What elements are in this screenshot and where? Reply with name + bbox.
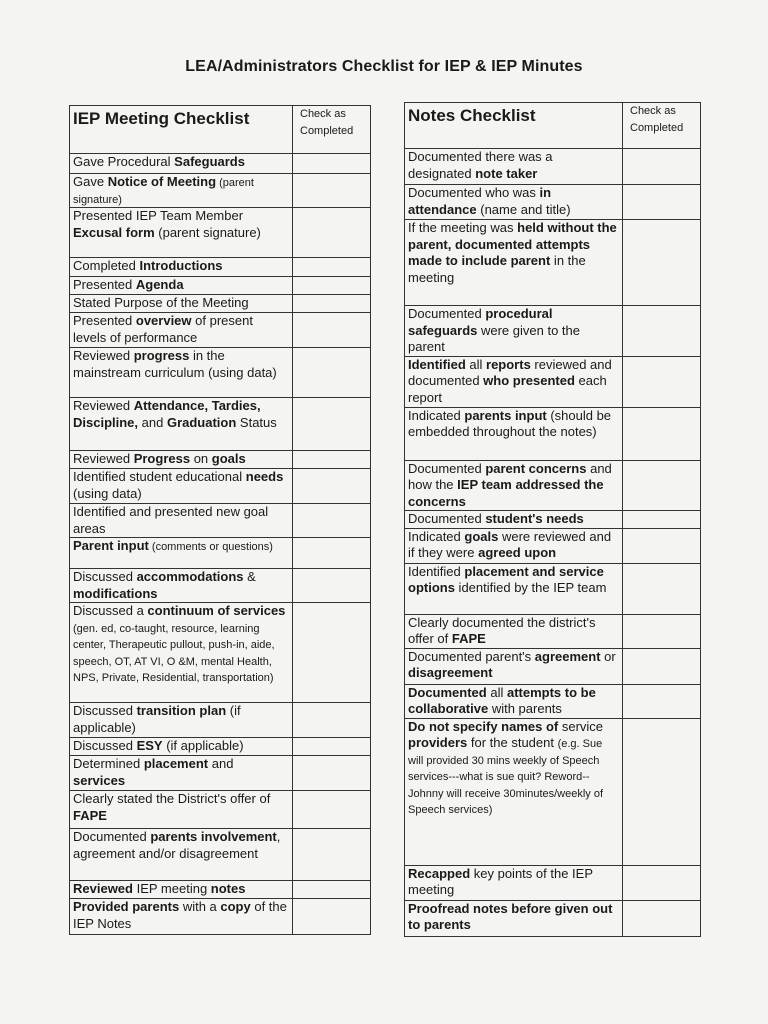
checklist-row: [405, 185, 701, 220]
check-column-header: [293, 106, 371, 154]
item-text: and: [138, 414, 167, 430]
item-text: Reviewed: [73, 451, 134, 466]
item-text: and how the: [408, 460, 612, 492]
bold-text: Notice of Meeting: [107, 174, 217, 189]
item-text: (if applicable): [73, 703, 241, 735]
completed-checkbox-cell[interactable]: [293, 829, 371, 881]
completed-checkbox-cell[interactable]: [623, 684, 701, 718]
checklist-row: [405, 356, 701, 407]
bold-text: placement: [143, 756, 209, 771]
checklist-row: [405, 563, 701, 614]
checklist-row: [405, 648, 701, 684]
completed-checkbox-cell[interactable]: [293, 451, 371, 469]
checklist-row: [405, 614, 701, 648]
checklist-item-text: [70, 398, 293, 451]
checklist-row: [70, 603, 371, 703]
completed-checkbox-cell[interactable]: [293, 469, 371, 504]
bold-text: continuum of services: [147, 603, 286, 618]
iep-meeting-checklist-header: [70, 106, 293, 154]
bold-text: note taker: [475, 165, 538, 181]
small-text: (parent signature): [73, 177, 254, 206]
checklist-row: [70, 451, 371, 469]
item-text: (using data): [73, 485, 142, 501]
item-text: IEP meeting: [132, 881, 211, 896]
item-text: identified by the IEP team: [454, 580, 607, 595]
checklist-row: [70, 277, 371, 295]
item-text: Documented who was: [408, 185, 540, 200]
bold-text: notes: [210, 881, 246, 896]
check-header-line-1: Check as: [300, 108, 346, 120]
item-text: Documented: [408, 511, 486, 526]
checklist-row: [70, 538, 371, 569]
bold-text: providers: [408, 735, 468, 750]
checklist-row: [405, 306, 701, 357]
completed-checkbox-cell[interactable]: [293, 295, 371, 313]
checklist-row: [70, 469, 371, 504]
item-text: for the student: [467, 735, 558, 750]
item-text: Presented IEP Team Member: [73, 208, 244, 223]
item-text: key points of the IEP meeting: [408, 865, 593, 897]
item-text: Indicated: [408, 528, 465, 544]
bold-text: progress: [133, 348, 190, 363]
item-text: were given to the parent: [408, 322, 580, 354]
bold-text: Provided parents: [73, 899, 180, 914]
completed-checkbox-cell[interactable]: [623, 528, 701, 563]
completed-checkbox-cell[interactable]: [293, 899, 371, 935]
checklist-item-text: [70, 277, 293, 295]
checklist-row: [70, 738, 371, 756]
item-text: Documented: [408, 460, 486, 476]
checklist-item-text: [405, 614, 623, 648]
item-text: service: [558, 718, 604, 734]
item-text: reviewed and documented: [408, 356, 612, 388]
checklist-item-text: [405, 407, 623, 460]
completed-checkbox-cell[interactable]: [293, 398, 371, 451]
item-text: Status: [236, 414, 277, 430]
bold-text: ESY: [136, 738, 163, 753]
checklist-row: [70, 174, 371, 208]
bold-text: agreement: [534, 648, 601, 664]
bold-text: FAPE: [451, 631, 486, 646]
completed-checkbox-cell[interactable]: [623, 614, 701, 648]
checklist-item-text: [70, 569, 293, 603]
item-text: Discussed a: [73, 603, 148, 618]
completed-checkbox-cell[interactable]: [293, 791, 371, 829]
checklist-item-text: [405, 460, 623, 511]
item-text: Presented: [73, 313, 136, 328]
checklist-item-text: [405, 220, 623, 306]
item-text: (should be embedded throughout the notes): [408, 407, 612, 439]
item-text: were reviewed and if they were: [408, 528, 612, 560]
item-text: of the IEP Notes: [73, 899, 287, 931]
checklist-row: [70, 881, 371, 899]
bold-text: held without the parent, documented attempts made to include parent: [408, 220, 617, 268]
completed-checkbox-cell[interactable]: [623, 407, 701, 460]
item-text: Reviewed: [73, 398, 134, 413]
item-text: Clearly documented the district's offer of: [408, 614, 596, 646]
check-column-header: [623, 103, 701, 149]
item-text: all: [465, 356, 487, 372]
completed-checkbox-cell[interactable]: [293, 569, 371, 603]
checklist-row: [405, 149, 701, 185]
checklist-item-text: [70, 881, 293, 899]
checklist-item-text: [70, 154, 293, 174]
completed-checkbox-cell[interactable]: [293, 313, 371, 348]
completed-checkbox-cell[interactable]: [623, 220, 701, 306]
check-header-line-2: Completed: [630, 122, 684, 134]
completed-checkbox-cell[interactable]: [623, 900, 701, 936]
completed-checkbox-cell[interactable]: [293, 348, 371, 398]
checklist-row: [405, 220, 701, 306]
bold-text: attempts to be collaborative: [408, 684, 596, 716]
completed-checkbox-cell[interactable]: [623, 356, 701, 407]
completed-checkbox-cell[interactable]: [623, 718, 701, 865]
iep-meeting-checklist-rows: [70, 154, 371, 935]
bold-text: Attendance, Tardies, Discipline,: [73, 398, 261, 430]
completed-checkbox-cell[interactable]: [293, 738, 371, 756]
checklist-row: [70, 154, 371, 174]
bold-text: Graduation: [166, 414, 237, 430]
bold-text: agreed upon: [478, 545, 557, 560]
completed-checkbox-cell[interactable]: [293, 756, 371, 791]
bold-text: copy: [220, 899, 251, 914]
bold-text: Parent input: [73, 538, 149, 553]
item-text: Indicated: [408, 407, 465, 423]
completed-checkbox-cell[interactable]: [293, 703, 371, 738]
bold-text: Documented: [408, 684, 487, 700]
bold-text: Excusal form: [73, 224, 155, 240]
checklist-item-text: [405, 511, 623, 529]
completed-checkbox-cell[interactable]: [293, 277, 371, 295]
item-text: and: [208, 756, 234, 771]
completed-checkbox-cell[interactable]: [623, 149, 701, 185]
checklist-row: [405, 865, 701, 900]
item-text: Gave Procedural: [73, 154, 175, 169]
bold-text: accommodations: [136, 569, 244, 584]
checklist-row: [405, 900, 701, 936]
checklist-item-text: [405, 185, 623, 220]
check-header-line-1: Check as: [630, 105, 676, 117]
checklist-item-text: [405, 684, 623, 718]
small-text: (comments or questions): [148, 541, 273, 553]
bold-text: Reviewed: [73, 881, 133, 896]
checklist-item-text: [70, 258, 293, 277]
completed-checkbox-cell[interactable]: [623, 306, 701, 357]
item-text: Discussed: [73, 738, 137, 753]
bold-text: Proofread notes before given out to parents: [408, 900, 613, 932]
checklist-item-text: [405, 900, 623, 936]
bold-text: goals: [211, 451, 246, 466]
item-text: of present levels of performance: [73, 313, 253, 345]
checklist-row: [70, 504, 371, 538]
completed-checkbox-cell[interactable]: [293, 258, 371, 277]
bold-text: student's needs: [485, 511, 584, 526]
checklist-row: [70, 258, 371, 277]
checklist-row: [405, 684, 701, 718]
bold-text: Recapped: [408, 865, 471, 881]
item-text: Documented parent's: [408, 648, 535, 664]
checklist-row: [70, 569, 371, 603]
page-title: LEA/Administrators Checklist for IEP & IEP Minutes: [185, 58, 583, 75]
bold-text: Do not specify names of: [408, 718, 559, 734]
bold-text: reports: [486, 356, 531, 372]
bold-text: Safeguards: [174, 154, 245, 169]
completed-checkbox-cell[interactable]: [293, 881, 371, 899]
completed-checkbox-cell[interactable]: [623, 460, 701, 511]
item-text: Documented there was a designated: [408, 149, 553, 181]
completed-checkbox-cell[interactable]: [623, 865, 701, 900]
checklist-item-text: [70, 451, 293, 469]
checklist-item-text: [70, 469, 293, 504]
bold-text: parents input: [464, 407, 547, 423]
completed-checkbox-cell[interactable]: [293, 208, 371, 258]
item-text: Gave: [73, 174, 108, 189]
checklist-item-text: [405, 718, 623, 865]
bold-text: goals: [464, 528, 499, 544]
checklist-row: [70, 398, 371, 451]
checklist-item-text: [405, 563, 623, 614]
item-text: or: [600, 648, 616, 664]
checklist-row: [70, 295, 371, 313]
checklist-row: [70, 899, 371, 935]
bold-text: Agenda: [135, 277, 184, 292]
checklist-row: [405, 528, 701, 563]
checklist-row: [405, 460, 701, 511]
check-header-line-2: Completed: [300, 125, 354, 137]
bold-text: procedural safeguards: [408, 306, 553, 338]
bold-text: services: [73, 772, 126, 788]
bold-text: parent concerns: [485, 460, 587, 476]
checklist-item-text: [405, 865, 623, 900]
checklist-item-text: [70, 538, 293, 569]
checklist-row: [70, 348, 371, 398]
completed-checkbox-cell[interactable]: [293, 174, 371, 208]
bold-text: transition plan: [136, 703, 227, 718]
item-text: (if applicable): [162, 738, 244, 753]
notes-checklist-title: Notes Checklist: [408, 106, 536, 125]
small-text: (e.g. Sue will provided 30 mins weekly of Speech services---what is sue quit? Reword--Johnny will receive 30minutes/weekly of Speech services): [408, 738, 604, 816]
item-text: Identified: [408, 563, 465, 579]
item-text: each report: [408, 373, 607, 405]
checklist-item-text: [70, 899, 293, 935]
completed-checkbox-cell[interactable]: [623, 563, 701, 614]
item-text: Discussed: [73, 569, 137, 584]
item-text: Identified student educational: [73, 469, 246, 484]
checklist-item-text: [70, 174, 293, 208]
checklist-row: [70, 756, 371, 791]
item-text: Completed: [73, 258, 140, 273]
checklist-item-text: [70, 738, 293, 756]
item-text: all: [486, 684, 507, 700]
checklist-item-text: [405, 306, 623, 357]
checklist-item-text: [70, 703, 293, 738]
item-text: Discussed: [73, 703, 137, 718]
item-text: with a: [179, 899, 221, 914]
item-text: in the meeting: [408, 253, 586, 285]
item-text: &: [243, 569, 256, 584]
checklist-item-text: [70, 313, 293, 348]
checklist-row: [70, 703, 371, 738]
item-text: If the meeting was: [408, 220, 518, 235]
bold-text: disagreement: [408, 665, 493, 680]
item-text: in the mainstream curriculum (using data): [73, 348, 277, 380]
checklist-item-text: [70, 756, 293, 791]
checklist-item-text: [70, 295, 293, 313]
bold-text: parents involvement: [150, 829, 277, 844]
bold-text: placement and service options: [408, 563, 604, 595]
checklist-item-text: [70, 504, 293, 538]
item-text: Documented: [73, 829, 151, 844]
item-text: on: [190, 451, 212, 466]
checklist-item-text: [70, 208, 293, 258]
completed-checkbox-cell[interactable]: [293, 538, 371, 569]
item-text: (name and title): [476, 201, 571, 217]
completed-checkbox-cell[interactable]: [623, 648, 701, 684]
bold-text: in attendance: [408, 185, 552, 217]
item-text: Reviewed: [73, 348, 134, 363]
checklist-row: [70, 313, 371, 348]
bold-text: IEP team addressed the concerns: [408, 477, 604, 509]
iep-meeting-checklist-table: [69, 105, 371, 935]
item-text: Presented: [73, 277, 136, 292]
completed-checkbox-cell[interactable]: [293, 504, 371, 538]
checklist-row: [405, 511, 701, 529]
checklist-item-text: [405, 149, 623, 185]
bold-text: who presented: [483, 373, 575, 388]
item-text: (parent signature): [154, 224, 261, 240]
item-text: Determined: [73, 756, 144, 771]
checklist-row: [70, 829, 371, 881]
completed-checkbox-cell[interactable]: [623, 185, 701, 220]
notes-checklist-rows: [405, 149, 701, 937]
checklist-row: [405, 718, 701, 865]
small-text: (gen. ed, co-taught, resource, learning center, Therapeutic pullout, push-in, aide, speech, OT, AT VI, O &M, mental Health, NPS, Private, Residential, transportation): [73, 622, 275, 684]
bold-text: Introductions: [139, 258, 223, 273]
item-text: Clearly stated the District's offer of: [73, 791, 271, 806]
bold-text: Identified: [408, 356, 466, 372]
bold-text: needs: [245, 469, 284, 484]
completed-checkbox-cell[interactable]: [293, 603, 371, 703]
bold-text: overview: [135, 313, 192, 328]
checklist-item-text: [70, 829, 293, 881]
completed-checkbox-cell[interactable]: [623, 511, 701, 529]
bold-text: Progress: [133, 451, 191, 466]
checklist-item-text: [70, 791, 293, 829]
checklist-row: [405, 407, 701, 460]
checklist-item-text: [70, 348, 293, 398]
notes-checklist-header: [405, 103, 623, 149]
completed-checkbox-cell[interactable]: [293, 154, 371, 174]
bold-text: modifications: [73, 585, 158, 601]
checklist-row: [70, 208, 371, 258]
iep-meeting-checklist-title: IEP Meeting Checklist: [73, 109, 250, 128]
checklist-item-text: [405, 356, 623, 407]
item-text: Stated Purpose of the Meeting: [73, 295, 249, 310]
item-text: with parents: [488, 701, 562, 716]
checklist-item-text: [405, 528, 623, 563]
item-text: , agreement and/or disagreement: [73, 829, 281, 861]
checklist-item-text: [405, 648, 623, 684]
item-text: Identified and presented new goal areas: [73, 504, 269, 536]
checklist-row: [70, 791, 371, 829]
bold-text: FAPE: [73, 807, 107, 823]
checklist-item-text: [70, 603, 293, 703]
notes-checklist-table: [404, 102, 701, 937]
item-text: Documented: [408, 306, 486, 321]
